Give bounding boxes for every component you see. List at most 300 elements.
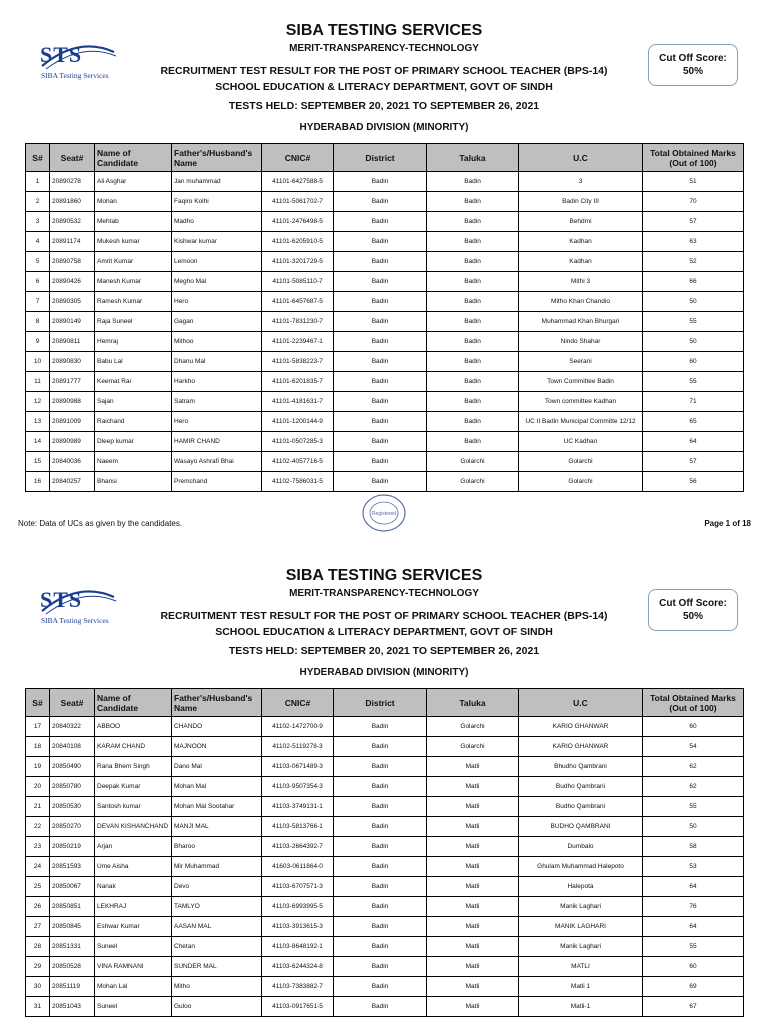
cell-father-name: Devo — [172, 877, 262, 897]
cell-uc: Muhammad Khan Bhurgari — [519, 312, 643, 332]
cell-total-marks: 62 — [643, 757, 744, 777]
cell-seat: 20840036 — [50, 452, 95, 472]
table-row — [26, 917, 744, 937]
table-row — [26, 877, 744, 897]
cell-district: Badin — [334, 272, 427, 292]
cell-uc: Golarchi — [519, 452, 643, 472]
cell-cnic: 41103-0917651-5 — [262, 997, 334, 1017]
tests-held-line: TESTS HELD: SEPTEMBER 20, 2021 TO SEPTEMBER 26, 2021 — [228, 645, 540, 657]
tagline: MERIT-TRANSPARENCY-TECHNOLOGY — [289, 588, 479, 599]
cell-candidate-name: Amrit Kumar — [95, 252, 172, 272]
cell-uc: UC II Badin Municipal Committe 12/12 — [519, 412, 643, 432]
cell-cnic: 41103-6707571-3 — [262, 877, 334, 897]
cell-cnic: 41101-3201729-5 — [262, 252, 334, 272]
cell-taluka: Badin — [427, 352, 519, 372]
cell-taluka: Matli — [427, 937, 519, 957]
cell-district: Badin — [334, 392, 427, 412]
column-header-seat: Seat# — [50, 144, 95, 172]
cell-serial: 25 — [26, 877, 50, 897]
column-header-total-marks: Total Obtained Marks (Out of 100) — [643, 689, 744, 717]
table-header-row — [26, 689, 744, 717]
cell-taluka: Matli — [427, 757, 519, 777]
cell-seat: 20891174 — [50, 232, 95, 252]
cell-district: Badin — [334, 917, 427, 937]
cell-serial: 16 — [26, 472, 50, 492]
cell-cnic: 41101-5061702-7 — [262, 192, 334, 212]
cell-serial: 11 — [26, 372, 50, 392]
cell-uc: Budho Qambrani — [519, 797, 643, 817]
cell-seat: 20851043 — [50, 997, 95, 1017]
cell-candidate-name: Rana Bhem Singh — [95, 757, 172, 777]
cell-candidate-name: Suneel — [95, 997, 172, 1017]
cell-uc: KARIO GHANWAR — [519, 717, 643, 737]
cell-total-marks: 60 — [643, 352, 744, 372]
cell-district: Badin — [334, 937, 427, 957]
cell-taluka: Golarchi — [427, 737, 519, 757]
cell-father-name: Gagan — [172, 312, 262, 332]
cell-total-marks: 55 — [643, 797, 744, 817]
cell-uc: Nindo Shahar — [519, 332, 643, 352]
cell-seat: 20890988 — [50, 392, 95, 412]
cell-district: Badin — [334, 252, 427, 272]
cell-total-marks: 64 — [643, 917, 744, 937]
table-header-row — [26, 144, 744, 172]
cell-district: Badin — [334, 232, 427, 252]
table-row — [26, 452, 744, 472]
cell-father-name: Mithoo — [172, 332, 262, 352]
cell-cnic: 41101-0507285-3 — [262, 432, 334, 452]
cell-seat: 20850845 — [50, 917, 95, 937]
cell-candidate-name: Raichand — [95, 412, 172, 432]
cell-father-name: Mir Muhammad — [172, 857, 262, 877]
cell-total-marks: 69 — [643, 977, 744, 997]
cell-serial: 7 — [26, 292, 50, 312]
cell-father-name: Guloo — [172, 997, 262, 1017]
cell-candidate-name: Naeem — [95, 452, 172, 472]
cell-district: Badin — [334, 857, 427, 877]
cell-uc: Badin City III — [519, 192, 643, 212]
cell-total-marks: 57 — [643, 212, 744, 232]
cell-cnic: 41101-7831230-7 — [262, 312, 334, 332]
cell-seat: 20851331 — [50, 937, 95, 957]
cell-father-name: Mohan Mal — [172, 777, 262, 797]
cell-cnic: 41102-1472700-9 — [262, 717, 334, 737]
cell-taluka: Badin — [427, 332, 519, 352]
cell-serial: 1 — [26, 172, 50, 192]
cell-uc: MATLI — [519, 957, 643, 977]
column-header-taluka: Taluka — [427, 689, 519, 717]
cell-seat: 20850270 — [50, 817, 95, 837]
cell-total-marks: 58 — [643, 837, 744, 857]
cell-taluka: Matli — [427, 877, 519, 897]
cell-father-name: TAMLYO — [172, 897, 262, 917]
cell-uc: Ghulam Muhammad Halepoto — [519, 857, 643, 877]
cell-total-marks: 63 — [643, 232, 744, 252]
cell-father-name: SUNDER MAL — [172, 957, 262, 977]
column-header-candidate-name: Name of Candidate — [95, 144, 172, 172]
table-row — [26, 332, 744, 352]
cell-taluka: Matli — [427, 957, 519, 977]
table-row — [26, 432, 744, 452]
cell-taluka: Badin — [427, 172, 519, 192]
cell-seat: 20890278 — [50, 172, 95, 192]
cell-district: Badin — [334, 737, 427, 757]
cell-district: Badin — [334, 452, 427, 472]
cell-serial: 21 — [26, 797, 50, 817]
table-row — [26, 472, 744, 492]
cell-district: Badin — [334, 292, 427, 312]
division-line: HYDERABAD DIVISION (MINORITY) — [299, 667, 469, 678]
column-header-cnic: CNIC# — [262, 144, 334, 172]
table-row — [26, 172, 744, 192]
cell-candidate-name: Mukesh kumar — [95, 232, 172, 252]
cell-father-name: Hero — [172, 292, 262, 312]
cell-total-marks: 64 — [643, 432, 744, 452]
department-line: SCHOOL EDUCATION & LITERACY DEPARTMENT, GOVT OF SINDH — [215, 626, 553, 638]
cell-candidate-name: Ume Aisha — [95, 857, 172, 877]
table-row — [26, 272, 744, 292]
cell-cnic: 41101-6205910-5 — [262, 232, 334, 252]
table-row — [26, 212, 744, 232]
cell-serial: 8 — [26, 312, 50, 332]
cutoff-score-box — [648, 589, 738, 631]
cell-seat: 20850219 — [50, 837, 95, 857]
cell-uc: Halepota — [519, 877, 643, 897]
cell-total-marks: 76 — [643, 897, 744, 917]
cell-district: Badin — [334, 777, 427, 797]
cell-candidate-name: Suneel — [95, 937, 172, 957]
cell-candidate-name: Ramesh Kumar — [95, 292, 172, 312]
cell-candidate-name: Mohan Lal — [95, 977, 172, 997]
cell-father-name: CHANDO — [172, 717, 262, 737]
cell-uc: Dumbalo — [519, 837, 643, 857]
cell-candidate-name: Sajan — [95, 392, 172, 412]
cell-taluka: Badin — [427, 312, 519, 332]
cell-taluka: Golarchi — [427, 472, 519, 492]
cell-father-name: Dano Mal — [172, 757, 262, 777]
cell-district: Badin — [334, 432, 427, 452]
cell-cnic: 41101-2476498-5 — [262, 212, 334, 232]
results-table — [25, 143, 744, 492]
column-header-uc: U.C — [519, 689, 643, 717]
cell-seat: 20850851 — [50, 897, 95, 917]
cell-father-name: Satram — [172, 392, 262, 412]
cell-father-name: MAJNOON — [172, 737, 262, 757]
cell-cnic: 41101-5085110-7 — [262, 272, 334, 292]
logo-subtitle: SIBA Testing Services — [41, 616, 109, 625]
cell-cnic: 41101-2239467-1 — [262, 332, 334, 352]
table-row — [26, 837, 744, 857]
cell-total-marks: 71 — [643, 392, 744, 412]
cell-taluka: Matli — [427, 917, 519, 937]
cell-district: Badin — [334, 897, 427, 917]
table-row — [26, 252, 744, 272]
column-header-father-name: Father's/Husband's Name — [172, 689, 262, 717]
cell-district: Badin — [334, 977, 427, 997]
cell-serial: 18 — [26, 737, 50, 757]
cell-cnic: 41103-3749131-1 — [262, 797, 334, 817]
cell-taluka: Matli — [427, 777, 519, 797]
column-header-seat: Seat# — [50, 689, 95, 717]
cell-serial: 27 — [26, 917, 50, 937]
cell-serial: 13 — [26, 412, 50, 432]
cell-serial: 19 — [26, 757, 50, 777]
cell-seat: 20891860 — [50, 192, 95, 212]
cell-seat: 20890989 — [50, 432, 95, 452]
cell-taluka: Badin — [427, 212, 519, 232]
table-row — [26, 392, 744, 412]
cell-seat: 20840257 — [50, 472, 95, 492]
cell-serial: 4 — [26, 232, 50, 252]
logo-text: STS — [40, 42, 83, 67]
table-row — [26, 232, 744, 252]
post-title: RECRUITMENT TEST RESULT FOR THE POST OF PRIMARY SCHOOL TEACHER (BPS-14) — [160, 65, 608, 77]
cell-seat: 20890830 — [50, 352, 95, 372]
cell-total-marks: 56 — [643, 472, 744, 492]
cell-serial: 12 — [26, 392, 50, 412]
cell-candidate-name: LEKHRAJ — [95, 897, 172, 917]
cell-father-name: HAMIR CHAND — [172, 432, 262, 452]
cell-serial: 20 — [26, 777, 50, 797]
cell-taluka: Badin — [427, 252, 519, 272]
logo-text: STS — [40, 587, 83, 612]
cell-district: Badin — [334, 877, 427, 897]
cell-candidate-name: Santosh kumar — [95, 797, 172, 817]
table-row — [26, 797, 744, 817]
cell-seat: 20851593 — [50, 857, 95, 877]
cell-cnic: 41101-5838223-7 — [262, 352, 334, 372]
cell-uc: Kadhan — [519, 252, 643, 272]
cell-cnic: 41103-2664392-7 — [262, 837, 334, 857]
cell-uc: Golarchi — [519, 472, 643, 492]
cell-total-marks: 55 — [643, 372, 744, 392]
cell-total-marks: 50 — [643, 817, 744, 837]
cell-seat: 20890758 — [50, 252, 95, 272]
cell-total-marks: 52 — [643, 252, 744, 272]
cell-candidate-name: Nanak — [95, 877, 172, 897]
cell-candidate-name: Babu Lal — [95, 352, 172, 372]
cell-father-name: Madho — [172, 212, 262, 232]
cell-taluka: Badin — [427, 432, 519, 452]
cell-cnic: 41101-6201835-7 — [262, 372, 334, 392]
table-row — [26, 717, 744, 737]
table-row — [26, 957, 744, 977]
cell-seat: 20891777 — [50, 372, 95, 392]
cell-serial: 22 — [26, 817, 50, 837]
cell-cnic: 41102-7586031-5 — [262, 472, 334, 492]
cell-uc: Budho Qambrani — [519, 777, 643, 797]
cell-cnic: 41102-4057716-5 — [262, 452, 334, 472]
cell-total-marks: 65 — [643, 412, 744, 432]
cell-uc: Mithi 3 — [519, 272, 643, 292]
cell-uc: MANIK LAGHARI — [519, 917, 643, 937]
cell-father-name: Wasayo Ashrafi Bhai — [172, 452, 262, 472]
cell-candidate-name: Hemraj — [95, 332, 172, 352]
post-title: RECRUITMENT TEST RESULT FOR THE POST OF PRIMARY SCHOOL TEACHER (BPS-14) — [160, 610, 608, 622]
table-row — [26, 817, 744, 837]
cell-candidate-name: Deepak Kumar — [95, 777, 172, 797]
cell-seat: 20850780 — [50, 777, 95, 797]
cell-total-marks: 62 — [643, 777, 744, 797]
cell-taluka: Matli — [427, 997, 519, 1017]
cell-serial: 2 — [26, 192, 50, 212]
cell-uc: 3 — [519, 172, 643, 192]
cell-candidate-name: KARAM CHAND — [95, 737, 172, 757]
cell-uc: Seerani — [519, 352, 643, 372]
cell-cnic: 41103-9507354-3 — [262, 777, 334, 797]
cell-candidate-name: Mohan — [95, 192, 172, 212]
cell-father-name: Kishwar kumar — [172, 232, 262, 252]
column-header-district: District — [334, 689, 427, 717]
cell-total-marks: 50 — [643, 292, 744, 312]
cell-father-name: Hero — [172, 412, 262, 432]
cell-cnic: 41103-3913615-3 — [262, 917, 334, 937]
cell-taluka: Matli — [427, 897, 519, 917]
cell-uc: Manik Laghari — [519, 937, 643, 957]
cell-cnic: 41103-8648192-1 — [262, 937, 334, 957]
cell-district: Badin — [334, 412, 427, 432]
cell-district: Badin — [334, 352, 427, 372]
cell-total-marks: 50 — [643, 332, 744, 352]
cell-uc: Behdmi — [519, 212, 643, 232]
division-line: HYDERABAD DIVISION (MINORITY) — [299, 122, 469, 133]
cell-seat: 20850490 — [50, 757, 95, 777]
cell-uc: Matli 1 — [519, 977, 643, 997]
table-row — [26, 997, 744, 1017]
cell-cnic: 41102-5119278-3 — [262, 737, 334, 757]
cell-total-marks: 53 — [643, 857, 744, 877]
cell-district: Badin — [334, 332, 427, 352]
cell-cnic: 41101-4181631-7 — [262, 392, 334, 412]
cell-seat: 20890305 — [50, 292, 95, 312]
cell-father-name: Chetan — [172, 937, 262, 957]
cell-candidate-name: ABBOO — [95, 717, 172, 737]
cell-seat: 20890149 — [50, 312, 95, 332]
cell-candidate-name: Keemat Rai — [95, 372, 172, 392]
cell-candidate-name: DEVAN KISHANCHAND — [95, 817, 172, 837]
cell-cnic: 41103-5813766-1 — [262, 817, 334, 837]
cell-seat: 20891009 — [50, 412, 95, 432]
cell-uc: Manik Laghari — [519, 897, 643, 917]
table-row — [26, 737, 744, 757]
cell-serial: 23 — [26, 837, 50, 857]
cell-total-marks: 54 — [643, 737, 744, 757]
cell-taluka: Matli — [427, 797, 519, 817]
cell-total-marks: 67 — [643, 997, 744, 1017]
cell-district: Badin — [334, 372, 427, 392]
cell-father-name: Harkho — [172, 372, 262, 392]
table-row — [26, 977, 744, 997]
cell-serial: 14 — [26, 432, 50, 452]
cell-serial: 26 — [26, 897, 50, 917]
cell-father-name: Dhanu Mal — [172, 352, 262, 372]
cell-uc: BUDHO QAMBRANI — [519, 817, 643, 837]
cell-cnic: 41103-0671489-3 — [262, 757, 334, 777]
cell-serial: 30 — [26, 977, 50, 997]
cell-district: Badin — [334, 312, 427, 332]
cell-cnic: 41101-1200144-9 — [262, 412, 334, 432]
cell-taluka: Badin — [427, 372, 519, 392]
results-table — [25, 688, 744, 1017]
cell-serial: 31 — [26, 997, 50, 1017]
table-row — [26, 937, 744, 957]
cutoff-value: 50% — [682, 611, 703, 622]
cutoff-value: 50% — [682, 66, 703, 77]
cell-total-marks: 51 — [643, 172, 744, 192]
cell-taluka: Badin — [427, 272, 519, 292]
column-header-total-marks: Total Obtained Marks (Out of 100) — [643, 144, 744, 172]
table-row — [26, 757, 744, 777]
org-title: SIBA TESTING SERVICES — [285, 22, 483, 39]
cell-seat: 20840322 — [50, 717, 95, 737]
cell-district: Badin — [334, 472, 427, 492]
column-header-taluka: Taluka — [427, 144, 519, 172]
tagline: MERIT-TRANSPARENCY-TECHNOLOGY — [289, 43, 479, 54]
cell-district: Badin — [334, 192, 427, 212]
cell-father-name: Megho Mal — [172, 272, 262, 292]
table-row — [26, 777, 744, 797]
cell-serial: 28 — [26, 937, 50, 957]
cell-total-marks: 64 — [643, 877, 744, 897]
cell-district: Badin — [334, 797, 427, 817]
cell-taluka: Golarchi — [427, 717, 519, 737]
cell-district: Badin — [334, 717, 427, 737]
cell-total-marks: 60 — [643, 717, 744, 737]
cell-district: Badin — [334, 997, 427, 1017]
cell-father-name: Bharoo — [172, 837, 262, 857]
department-line: SCHOOL EDUCATION & LITERACY DEPARTMENT, GOVT OF SINDH — [215, 81, 553, 93]
column-header-uc: U.C — [519, 144, 643, 172]
cell-serial: 5 — [26, 252, 50, 272]
tests-held-line: TESTS HELD: SEPTEMBER 20, 2021 TO SEPTEMBER 26, 2021 — [228, 100, 540, 112]
cell-uc: UC Kadhan — [519, 432, 643, 452]
cell-serial: 15 — [26, 452, 50, 472]
cell-taluka: Matli — [427, 837, 519, 857]
cell-cnic: 41103-6244324-8 — [262, 957, 334, 977]
column-header-serial: S# — [26, 144, 50, 172]
cell-total-marks: 70 — [643, 192, 744, 212]
cell-candidate-name: VINA RAMNANI — [95, 957, 172, 977]
cell-seat: 20890532 — [50, 212, 95, 232]
cell-candidate-name: Mehtab — [95, 212, 172, 232]
stamp-center-text: Registered — [371, 511, 397, 517]
cell-candidate-name: Arjan — [95, 837, 172, 857]
cell-cnic: 41603-0611864-0 — [262, 857, 334, 877]
cell-uc: Bhudho Qambrani — [519, 757, 643, 777]
cell-serial: 6 — [26, 272, 50, 292]
cell-uc: Town Committee Badin — [519, 372, 643, 392]
cell-taluka: Matli — [427, 817, 519, 837]
cell-seat: 20840108 — [50, 737, 95, 757]
cell-taluka: Golarchi — [427, 452, 519, 472]
cell-total-marks: 55 — [643, 937, 744, 957]
cell-father-name: Premchand — [172, 472, 262, 492]
cutoff-label: Cut Off Score: — [659, 598, 727, 609]
cell-uc: Mitho Khan Chandio — [519, 292, 643, 312]
cell-father-name: Lemoon — [172, 252, 262, 272]
cell-father-name: Jan muhammad — [172, 172, 262, 192]
cell-district: Badin — [334, 837, 427, 857]
cell-father-name: AASAN MAL — [172, 917, 262, 937]
cell-taluka: Badin — [427, 412, 519, 432]
table-row — [26, 192, 744, 212]
cell-candidate-name: Dleep kumar — [95, 432, 172, 452]
cell-taluka: Badin — [427, 292, 519, 312]
cell-candidate-name: Eshwar Kumar — [95, 917, 172, 937]
cell-district: Badin — [334, 172, 427, 192]
cell-seat: 20851119 — [50, 977, 95, 997]
cell-serial: 29 — [26, 957, 50, 977]
